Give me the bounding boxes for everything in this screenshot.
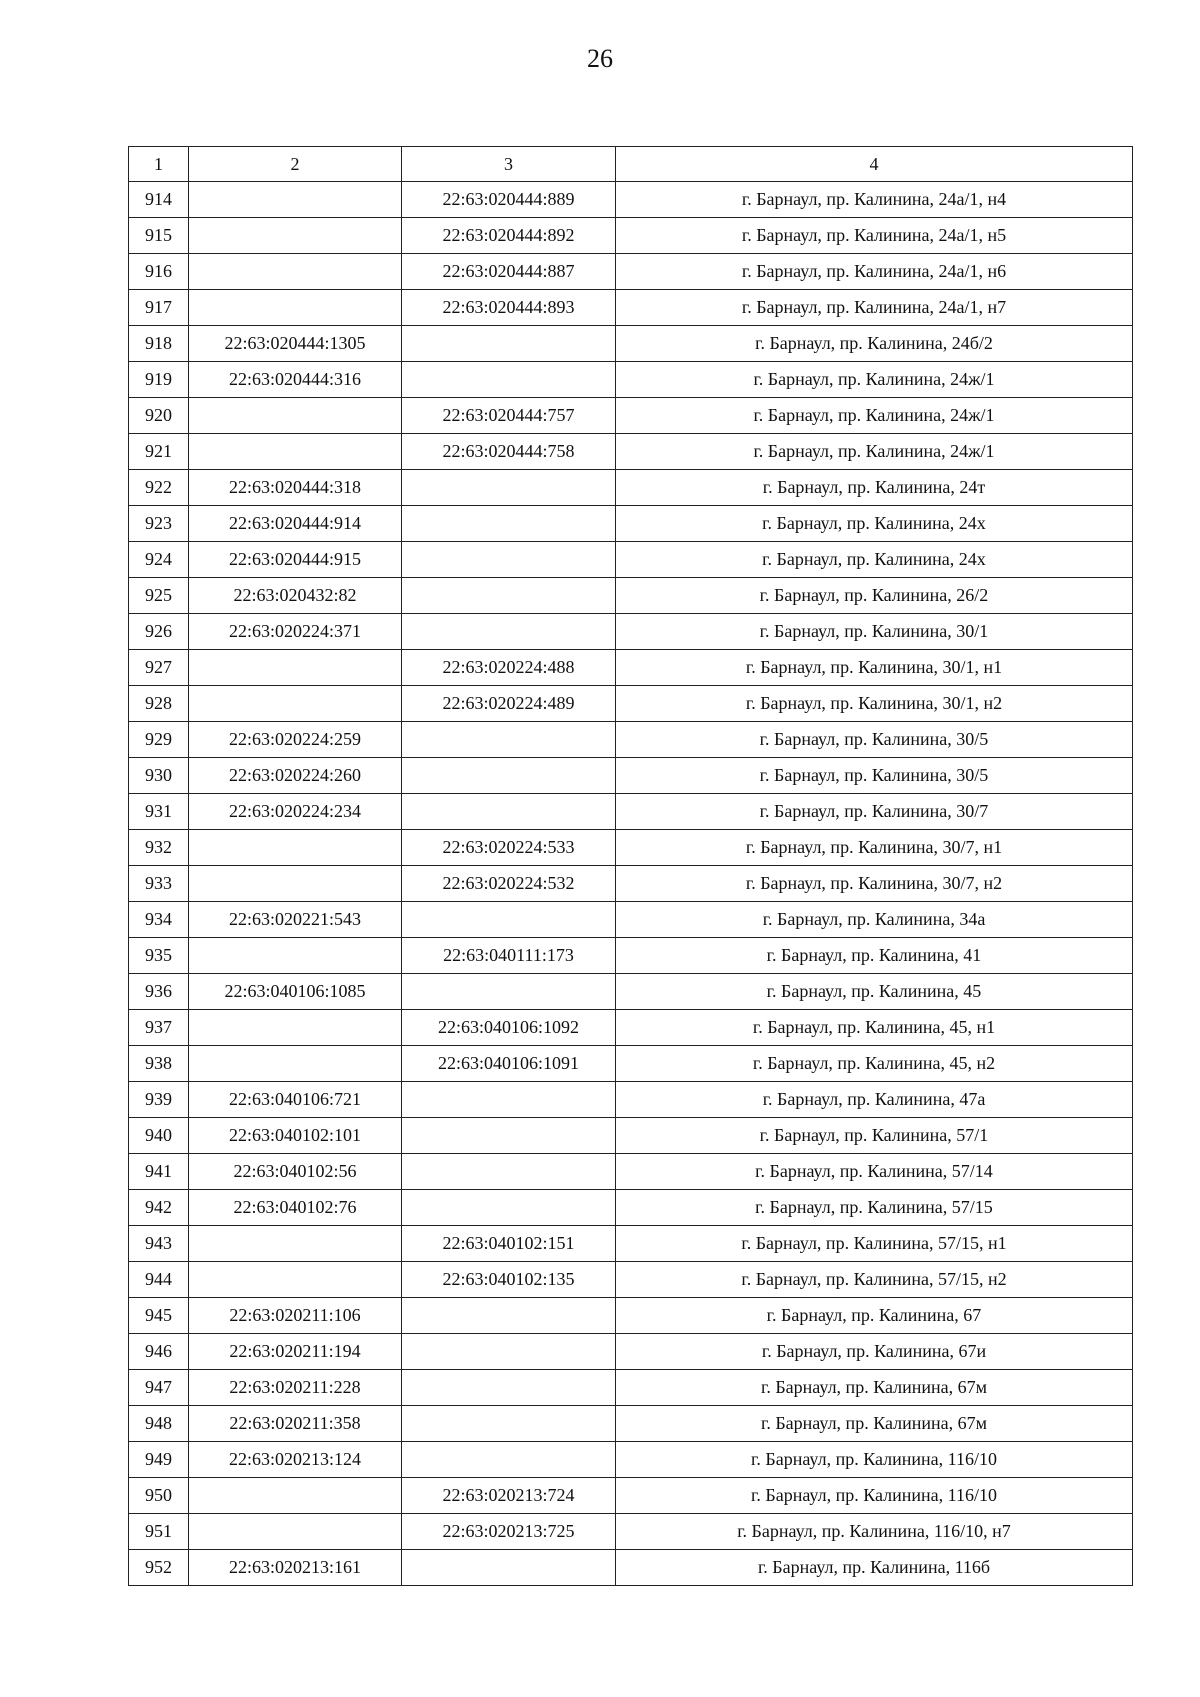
premises-cadastral-cell: 22:63:040102:135: [402, 1262, 616, 1298]
cadastral-number-cell: [189, 830, 402, 866]
premises-cadastral-cell: 22:63:020444:758: [402, 434, 616, 470]
row-number-cell: 941: [129, 1154, 189, 1190]
row-number-cell: 916: [129, 254, 189, 290]
premises-cadastral-cell: [402, 1190, 616, 1226]
address-cell: г. Барнаул, пр. Калинина, 45, н1: [616, 1010, 1133, 1046]
premises-cadastral-cell: 22:63:020444:887: [402, 254, 616, 290]
cadastral-number-cell: 22:63:020444:318: [189, 470, 402, 506]
table-row: [129, 1082, 1133, 1118]
cadastral-number-cell: [189, 686, 402, 722]
address-cell: г. Барнаул, пр. Калинина, 47а: [616, 1082, 1133, 1118]
address-cell: г. Барнаул, пр. Калинина, 30/5: [616, 722, 1133, 758]
premises-cadastral-cell: 22:63:040111:173: [402, 938, 616, 974]
address-cell: г. Барнаул, пр. Калинина, 24а/1, н5: [616, 218, 1133, 254]
premises-cadastral-cell: [402, 542, 616, 578]
table-row: [129, 182, 1133, 218]
address-cell: г. Барнаул, пр. Калинина, 30/5: [616, 758, 1133, 794]
row-number-cell: 944: [129, 1262, 189, 1298]
address-cell: г. Барнаул, пр. Калинина, 24ж/1: [616, 398, 1133, 434]
premises-cadastral-cell: [402, 1370, 616, 1406]
cadastral-number-cell: 22:63:020224:259: [189, 722, 402, 758]
address-cell: г. Барнаул, пр. Калинина, 57/14: [616, 1154, 1133, 1190]
address-cell: г. Барнаул, пр. Калинина, 57/15: [616, 1190, 1133, 1226]
row-number-cell: 914: [129, 182, 189, 218]
premises-cadastral-cell: 22:63:020224:489: [402, 686, 616, 722]
row-number-cell: 923: [129, 506, 189, 542]
address-cell: г. Барнаул, пр. Калинина, 57/15, н2: [616, 1262, 1133, 1298]
premises-cadastral-cell: [402, 722, 616, 758]
row-number-cell: 936: [129, 974, 189, 1010]
table-row: [129, 290, 1133, 326]
cadastral-number-cell: [189, 218, 402, 254]
cadastral-number-cell: [189, 938, 402, 974]
table-row: [129, 362, 1133, 398]
table-row: [129, 758, 1133, 794]
cadastral-number-cell: 22:63:040102:56: [189, 1154, 402, 1190]
row-number-cell: 947: [129, 1370, 189, 1406]
row-number-cell: 928: [129, 686, 189, 722]
address-cell: г. Барнаул, пр. Калинина, 24ж/1: [616, 362, 1133, 398]
address-cell: г. Барнаул, пр. Калинина, 30/7, н1: [616, 830, 1133, 866]
cadastral-number-cell: 22:63:020213:124: [189, 1442, 402, 1478]
row-number-cell: 925: [129, 578, 189, 614]
cadastral-number-cell: 22:63:020211:106: [189, 1298, 402, 1334]
cadastral-number-cell: [189, 866, 402, 902]
premises-cadastral-cell: [402, 362, 616, 398]
row-number-cell: 922: [129, 470, 189, 506]
address-cell: г. Барнаул, пр. Калинина, 57/1: [616, 1118, 1133, 1154]
table-row: [129, 218, 1133, 254]
row-number-cell: 915: [129, 218, 189, 254]
cadastral-number-cell: 22:63:020221:543: [189, 902, 402, 938]
address-cell: г. Барнаул, пр. Калинина, 57/15, н1: [616, 1226, 1133, 1262]
address-cell: г. Барнаул, пр. Калинина, 116/10, н7: [616, 1514, 1133, 1550]
premises-cadastral-cell: [402, 1118, 616, 1154]
table-row: [129, 830, 1133, 866]
premises-cadastral-cell: [402, 326, 616, 362]
cadastral-number-cell: [189, 1046, 402, 1082]
table-row: [129, 1010, 1133, 1046]
address-cell: г. Барнаул, пр. Калинина, 30/7: [616, 794, 1133, 830]
table-row: [129, 1406, 1133, 1442]
row-number-cell: 926: [129, 614, 189, 650]
cadastral-number-cell: [189, 254, 402, 290]
row-number-cell: 927: [129, 650, 189, 686]
table-row: [129, 1478, 1133, 1514]
table-row: [129, 326, 1133, 362]
table-row: [129, 722, 1133, 758]
cadastral-number-cell: [189, 650, 402, 686]
column-header: 2: [189, 147, 402, 182]
page-number: 26: [587, 44, 613, 73]
address-cell: г. Барнаул, пр. Калинина, 34а: [616, 902, 1133, 938]
address-cell: г. Барнаул, пр. Калинина, 24а/1, н4: [616, 182, 1133, 218]
address-cell: г. Барнаул, пр. Калинина, 116/10: [616, 1442, 1133, 1478]
address-cell: г. Барнаул, пр. Калинина, 24т: [616, 470, 1133, 506]
row-number-cell: 946: [129, 1334, 189, 1370]
row-number-cell: 918: [129, 326, 189, 362]
address-cell: г. Барнаул, пр. Калинина, 41: [616, 938, 1133, 974]
cadastral-number-cell: 22:63:020444:1305: [189, 326, 402, 362]
cadastral-number-cell: [189, 434, 402, 470]
row-number-cell: 937: [129, 1010, 189, 1046]
cadastral-number-cell: 22:63:020432:82: [189, 578, 402, 614]
premises-cadastral-cell: 22:63:020444:893: [402, 290, 616, 326]
cadastral-number-cell: 22:63:020211:194: [189, 1334, 402, 1370]
premises-cadastral-cell: 22:63:020444:757: [402, 398, 616, 434]
address-cell: г. Барнаул, пр. Калинина, 67м: [616, 1406, 1133, 1442]
address-cell: г. Барнаул, пр. Калинина, 45: [616, 974, 1133, 1010]
cadastral-number-cell: 22:63:020444:915: [189, 542, 402, 578]
premises-cadastral-cell: 22:63:020444:892: [402, 218, 616, 254]
row-number-cell: 951: [129, 1514, 189, 1550]
table-row: [129, 938, 1133, 974]
row-number-cell: 945: [129, 1298, 189, 1334]
cadastral-number-cell: [189, 1514, 402, 1550]
address-cell: г. Барнаул, пр. Калинина, 24х: [616, 542, 1133, 578]
row-number-cell: 950: [129, 1478, 189, 1514]
premises-cadastral-cell: [402, 794, 616, 830]
premises-cadastral-cell: [402, 1298, 616, 1334]
table-row: [129, 1226, 1133, 1262]
row-number-cell: 948: [129, 1406, 189, 1442]
row-number-cell: 943: [129, 1226, 189, 1262]
cadastral-number-cell: 22:63:040106:1085: [189, 974, 402, 1010]
premises-cadastral-cell: [402, 1082, 616, 1118]
table-row: [129, 902, 1133, 938]
row-number-cell: 940: [129, 1118, 189, 1154]
table-row: [129, 578, 1133, 614]
cadastral-number-cell: 22:63:020211:358: [189, 1406, 402, 1442]
row-number-cell: 932: [129, 830, 189, 866]
cadastral-number-cell: 22:63:020444:316: [189, 362, 402, 398]
table-row: [129, 434, 1133, 470]
table-row: [129, 1262, 1133, 1298]
table-row: [129, 794, 1133, 830]
table-row: [129, 1334, 1133, 1370]
cadastral-number-cell: 22:63:020224:371: [189, 614, 402, 650]
column-header: 4: [616, 147, 1133, 182]
premises-cadastral-cell: 22:63:040102:151: [402, 1226, 616, 1262]
premises-cadastral-cell: [402, 758, 616, 794]
table-row: [129, 1190, 1133, 1226]
table-row: [129, 398, 1133, 434]
cadastral-number-cell: 22:63:040102:76: [189, 1190, 402, 1226]
premises-cadastral-cell: [402, 1334, 616, 1370]
table-row: [129, 470, 1133, 506]
address-cell: г. Барнаул, пр. Калинина, 30/1, н1: [616, 650, 1133, 686]
row-number-cell: 939: [129, 1082, 189, 1118]
premises-cadastral-cell: [402, 1406, 616, 1442]
table-row: [129, 1442, 1133, 1478]
address-cell: г. Барнаул, пр. Калинина, 67м: [616, 1370, 1133, 1406]
premises-cadastral-cell: 22:63:020444:889: [402, 182, 616, 218]
premises-cadastral-cell: [402, 1154, 616, 1190]
cadastral-number-cell: [189, 1262, 402, 1298]
row-number-cell: 933: [129, 866, 189, 902]
cadastral-number-cell: [189, 1478, 402, 1514]
premises-cadastral-cell: [402, 1442, 616, 1478]
cadastral-number-cell: 22:63:020211:228: [189, 1370, 402, 1406]
table-row: [129, 542, 1133, 578]
table-row: [129, 686, 1133, 722]
table-row: [129, 1046, 1133, 1082]
table-row: [129, 1118, 1133, 1154]
table-row: [129, 254, 1133, 290]
address-cell: г. Барнаул, пр. Калинина, 24а/1, н7: [616, 290, 1133, 326]
row-number-cell: 934: [129, 902, 189, 938]
table-header-row: [129, 147, 1133, 182]
column-header: 3: [402, 147, 616, 182]
row-number-cell: 942: [129, 1190, 189, 1226]
premises-cadastral-cell: [402, 974, 616, 1010]
cadastral-number-cell: [189, 398, 402, 434]
cadastral-number-cell: [189, 182, 402, 218]
premises-cadastral-cell: [402, 1550, 616, 1586]
premises-cadastral-cell: [402, 506, 616, 542]
premises-cadastral-cell: 22:63:040106:1092: [402, 1010, 616, 1046]
table-row: [129, 866, 1133, 902]
premises-cadastral-cell: 22:63:040106:1091: [402, 1046, 616, 1082]
address-cell: г. Барнаул, пр. Калинина, 30/7, н2: [616, 866, 1133, 902]
row-number-cell: 952: [129, 1550, 189, 1586]
premises-cadastral-cell: 22:63:020224:532: [402, 866, 616, 902]
address-cell: г. Барнаул, пр. Калинина, 24ж/1: [616, 434, 1133, 470]
address-cell: г. Барнаул, пр. Калинина, 24х: [616, 506, 1133, 542]
cadastral-number-cell: 22:63:040102:101: [189, 1118, 402, 1154]
address-cell: г. Барнаул, пр. Калинина, 30/1: [616, 614, 1133, 650]
row-number-cell: 921: [129, 434, 189, 470]
address-cell: г. Барнаул, пр. Калинина, 67и: [616, 1334, 1133, 1370]
premises-cadastral-cell: 22:63:020224:533: [402, 830, 616, 866]
premises-cadastral-cell: [402, 470, 616, 506]
premises-cadastral-cell: [402, 902, 616, 938]
row-number-cell: 935: [129, 938, 189, 974]
cadastral-number-cell: [189, 290, 402, 326]
cadastral-number-cell: 22:63:020213:161: [189, 1550, 402, 1586]
address-cell: г. Барнаул, пр. Калинина, 24а/1, н6: [616, 254, 1133, 290]
premises-cadastral-cell: [402, 614, 616, 650]
premises-cadastral-cell: 22:63:020224:488: [402, 650, 616, 686]
column-header: 1: [129, 147, 189, 182]
row-number-cell: 949: [129, 1442, 189, 1478]
table-row: [129, 1514, 1133, 1550]
row-number-cell: 920: [129, 398, 189, 434]
cadastral-number-cell: [189, 1010, 402, 1046]
premises-cadastral-cell: 22:63:020213:725: [402, 1514, 616, 1550]
address-cell: г. Барнаул, пр. Калинина, 45, н2: [616, 1046, 1133, 1082]
cadastral-number-cell: 22:63:020444:914: [189, 506, 402, 542]
cadastral-number-cell: 22:63:020224:260: [189, 758, 402, 794]
row-number-cell: 929: [129, 722, 189, 758]
premises-cadastral-cell: 22:63:020213:724: [402, 1478, 616, 1514]
registry-table: [128, 146, 1133, 1586]
address-cell: г. Барнаул, пр. Калинина, 116б: [616, 1550, 1133, 1586]
address-cell: г. Барнаул, пр. Калинина, 24б/2: [616, 326, 1133, 362]
address-cell: г. Барнаул, пр. Калинина, 30/1, н2: [616, 686, 1133, 722]
cadastral-number-cell: 22:63:040106:721: [189, 1082, 402, 1118]
cadastral-number-cell: [189, 1226, 402, 1262]
row-number-cell: 930: [129, 758, 189, 794]
cadastral-number-cell: 22:63:020224:234: [189, 794, 402, 830]
table-row: [129, 614, 1133, 650]
address-cell: г. Барнаул, пр. Калинина, 26/2: [616, 578, 1133, 614]
premises-cadastral-cell: [402, 578, 616, 614]
table-row: [129, 974, 1133, 1010]
row-number-cell: 924: [129, 542, 189, 578]
row-number-cell: 938: [129, 1046, 189, 1082]
row-number-cell: 917: [129, 290, 189, 326]
address-cell: г. Барнаул, пр. Калинина, 116/10: [616, 1478, 1133, 1514]
row-number-cell: 919: [129, 362, 189, 398]
table-row: [129, 650, 1133, 686]
table-row: [129, 1370, 1133, 1406]
row-number-cell: 931: [129, 794, 189, 830]
table-row: [129, 1154, 1133, 1190]
table-body: [129, 182, 1133, 1586]
table-row: [129, 506, 1133, 542]
address-cell: г. Барнаул, пр. Калинина, 67: [616, 1298, 1133, 1334]
table-row: [129, 1298, 1133, 1334]
table-row: [129, 1550, 1133, 1586]
